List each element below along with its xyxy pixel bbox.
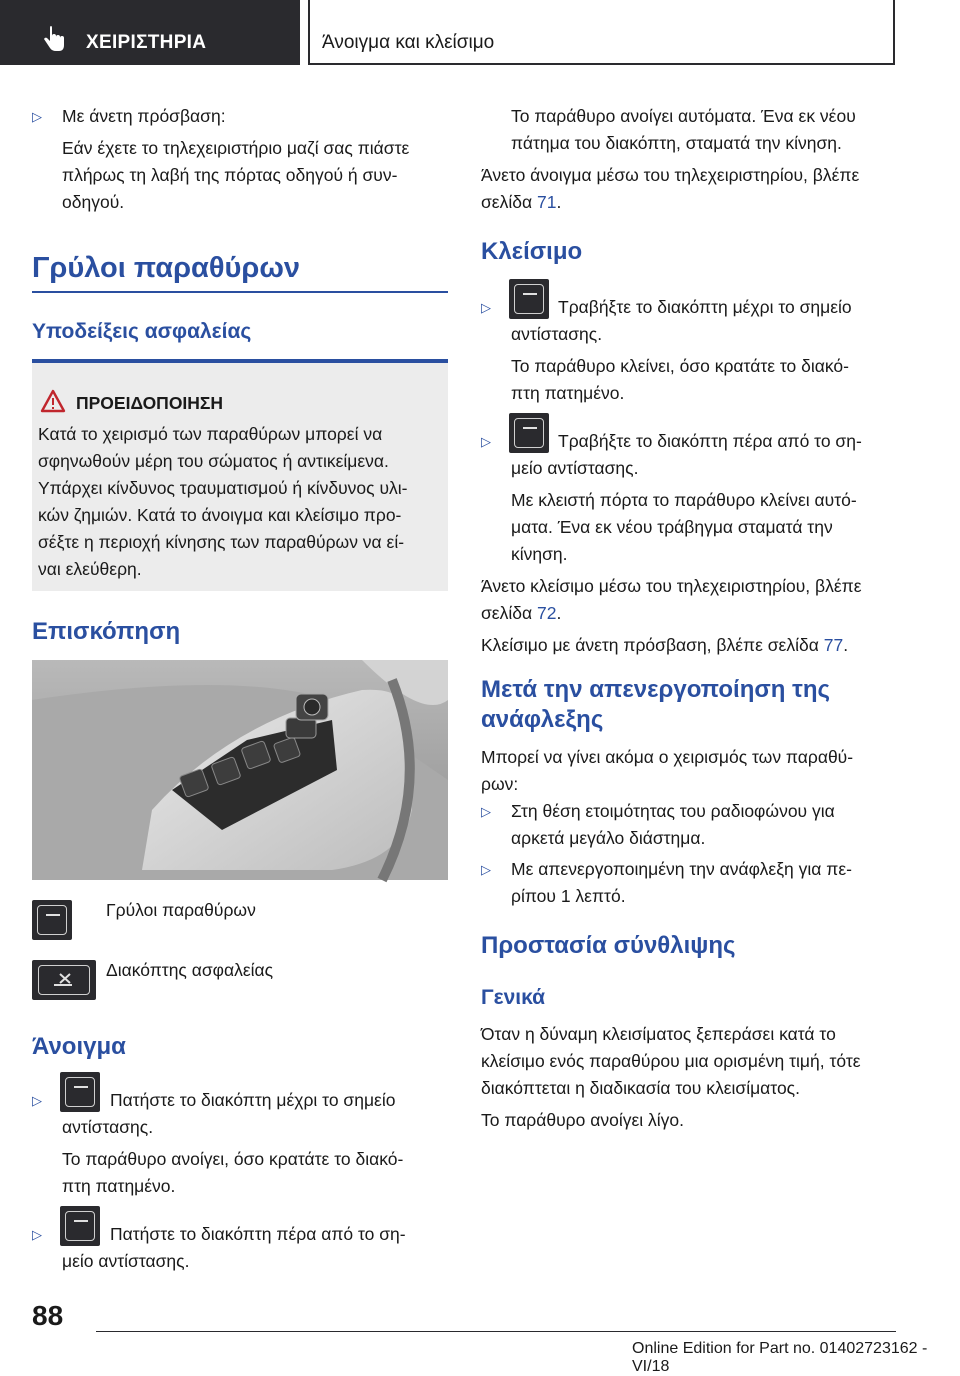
bullet-icon: ▷ bbox=[32, 1093, 42, 1108]
open-step-line: μείο αντίστασης. bbox=[62, 1251, 190, 1271]
ref-text: . bbox=[556, 603, 562, 623]
bullet-icon: ▷ bbox=[32, 1227, 42, 1242]
general-line: Όταν η δύναμη κλεισίματος ξεπεράσει κατά το bbox=[481, 1024, 836, 1044]
close-step-line: Με κλειστή πόρτα το παράθυρο κλείνει αυτό‐ bbox=[511, 490, 857, 510]
bullet-icon: ▷ bbox=[481, 804, 491, 819]
window-switch-icon bbox=[60, 1072, 100, 1112]
general-line: κλείσιμο ενός παραθύρου μια ορισμένη τιμή, τότε bbox=[481, 1051, 861, 1071]
door-panel-illustration bbox=[32, 660, 448, 880]
warning-line: Υπάρχει κίνδυνος τραυματισμού ή κίνδυνος υλι‐ bbox=[38, 478, 408, 498]
window-switch-icon bbox=[509, 279, 549, 319]
warning-box bbox=[32, 359, 448, 591]
bullet-icon: ▷ bbox=[481, 862, 491, 877]
warning-line: ναι ελεύθερη. bbox=[38, 559, 142, 579]
header-end-divider bbox=[893, 0, 895, 65]
close-step-line: κίνηση. bbox=[511, 544, 568, 564]
heading-closing: Κλείσιμο bbox=[481, 238, 583, 265]
ref-text: Κλείσιμο με άνετη πρόσβαση, βλέπε σελίδα bbox=[481, 635, 824, 655]
page-link-77[interactable]: 77 bbox=[823, 635, 844, 655]
close-step-line: αντίστασης. bbox=[511, 324, 603, 344]
ref-text: σελίδα bbox=[481, 192, 537, 212]
page-link-72[interactable]: 72 bbox=[536, 603, 557, 623]
close-step-line: ματα. Ένα εκ νέου τράβηγμα σταματά την bbox=[511, 517, 833, 537]
edition-label: Online Edition for Part no. 01402723162 - VI/18 bbox=[632, 1340, 928, 1375]
legend-safety-switch: Διακόπτης ασφαλείας bbox=[106, 960, 274, 980]
heading-general: Γενικά bbox=[481, 986, 546, 1009]
ref-text: . bbox=[843, 635, 849, 655]
remote-open-line: Άνετο άνοιγμα μέσω του τηλεχειριστηρίου, βλέπε bbox=[481, 165, 860, 185]
remote-close-line: Άνετο κλείσιμο μέσω του τηλεχειριστηρίου, βλέπε bbox=[481, 576, 862, 596]
warning-triangle-icon bbox=[40, 389, 66, 413]
after-ignition-line: ρων: bbox=[481, 774, 519, 794]
remote-open-ref bbox=[481, 189, 561, 216]
heading-rule bbox=[32, 291, 448, 293]
close-step-line: μείο αντίστασης. bbox=[511, 458, 639, 478]
auto-open-line: πάτημα του διακόπτη, σταματά την κίνηση. bbox=[511, 133, 842, 153]
general-line: Το παράθυρο ανοίγει λίγο. bbox=[481, 1110, 685, 1130]
heading-after-ignition: Μετά την απενεργοποίηση της bbox=[481, 676, 830, 703]
header-section-tab bbox=[0, 0, 300, 65]
warning-title: ΠΡΟΕΙΔΟΠΟΙΗΣΗ bbox=[76, 393, 224, 413]
heading-after-ignition: ανάφλεξης bbox=[481, 706, 604, 733]
ref-text: σελίδα bbox=[481, 603, 537, 623]
bullet-comfort-line: Εάν έχετε το τηλεχειριστήριο μαζί σας πιάστε bbox=[62, 138, 410, 158]
after-ignition-bullet: Στη θέση ετοιμότητας του ραδιοφώνου για bbox=[511, 801, 835, 821]
bullet-icon: ▷ bbox=[481, 434, 491, 449]
door-switch-photo bbox=[32, 660, 448, 880]
ref-text: . bbox=[556, 192, 562, 212]
window-switch-icon bbox=[60, 1206, 100, 1246]
general-line: διακόπτεται η διαδικασία του κλεισίματος. bbox=[481, 1078, 800, 1098]
remote-close-ref bbox=[481, 600, 561, 627]
edition-text bbox=[632, 1340, 960, 1376]
heading-safety-notes: Υποδείξεις ασφαλείας bbox=[32, 320, 252, 343]
footer-rule bbox=[96, 1331, 896, 1332]
header-divider bbox=[308, 0, 310, 65]
legend-window-lifts: Γρύλοι παραθύρων bbox=[106, 900, 256, 920]
header-section-title: ΧΕΙΡΙΣΤΗΡΙΑ bbox=[86, 32, 207, 53]
open-step-line: Πατήστε το διακόπτη πέρα από το ση‐ bbox=[110, 1224, 406, 1244]
header-underline bbox=[310, 63, 895, 65]
warning-line: Κατά το χειρισμό των παραθύρων μπορεί να bbox=[38, 424, 383, 444]
open-step-line: Το παράθυρο ανοίγει, όσο κρατάτε το διακό‐ bbox=[62, 1149, 404, 1169]
bullet-comfort-line: πλήρως τη λαβή της πόρτας οδηγού ή συν‐ bbox=[62, 165, 398, 185]
after-ignition-bullet: ρίπου 1 λεπτό. bbox=[511, 886, 626, 906]
auto-open-line: Το παράθυρο ανοίγει αυτόματα. Ένα εκ νέου bbox=[511, 106, 856, 126]
warning-text bbox=[38, 421, 443, 583]
header-topic: Άνοιγμα και κλείσιμο bbox=[322, 32, 495, 53]
open-step-line: αντίστασης. bbox=[62, 1117, 154, 1137]
heading-opening: Άνοιγμα bbox=[32, 1033, 126, 1060]
warning-line: σέξτε η περιοχή κίνησης των παραθύρων να εί‐ bbox=[38, 532, 405, 552]
open-step-line: πτη πατημένο. bbox=[62, 1176, 176, 1196]
page-link-71[interactable]: 71 bbox=[536, 192, 557, 212]
comfort-close-ref bbox=[481, 632, 848, 659]
page-number: 88 bbox=[32, 1300, 64, 1331]
warning-line: κών ζημιών. Κατά το άνοιγμα και κλείσιμο προ‐ bbox=[38, 505, 402, 525]
window-switch-icon bbox=[32, 900, 72, 940]
close-step-line: Το παράθυρο κλείνει, όσο κρατάτε το διακό‐ bbox=[511, 356, 849, 376]
close-step-line: πτη πατημένο. bbox=[511, 383, 625, 403]
open-step-line: Πατήστε το διακόπτη μέχρι το σημείο bbox=[110, 1090, 396, 1110]
bullet-icon: ▷ bbox=[481, 300, 491, 315]
safety-switch-icon bbox=[32, 960, 96, 1000]
bullet-comfort-line: οδηγού. bbox=[62, 192, 125, 212]
window-switch-icon bbox=[509, 413, 549, 453]
hand-pointer-icon bbox=[40, 26, 68, 54]
after-ignition-bullet: Με απενεργοποιημένη την ανάφλεξη για πε‐ bbox=[511, 859, 852, 879]
heading-pinch-protection: Προστασία σύνθλιψης bbox=[481, 932, 736, 959]
after-ignition-line: Μπορεί να γίνει ακόμα ο χειρισμός των παραθύ‐ bbox=[481, 747, 854, 767]
close-step-line: Τραβήξτε το διακόπτη πέρα από το ση‐ bbox=[558, 431, 862, 451]
child-lock-icon bbox=[52, 971, 76, 989]
after-ignition-bullet: αρκετά μεγάλο διάστημα. bbox=[511, 828, 706, 848]
close-step-line: Τραβήξτε το διακόπτη μέχρι το σημείο bbox=[558, 297, 852, 317]
heading-window-lifts: Γρύλοι παραθύρων bbox=[32, 252, 300, 284]
heading-overview: Επισκόπηση bbox=[32, 618, 181, 645]
bullet-icon: ▷ bbox=[32, 109, 42, 124]
warning-line: σφηνωθούν μέρη του σώματος ή αντικείμενα. bbox=[38, 451, 389, 471]
bullet-comfort-title: Με άνετη πρόσβαση: bbox=[62, 106, 226, 126]
